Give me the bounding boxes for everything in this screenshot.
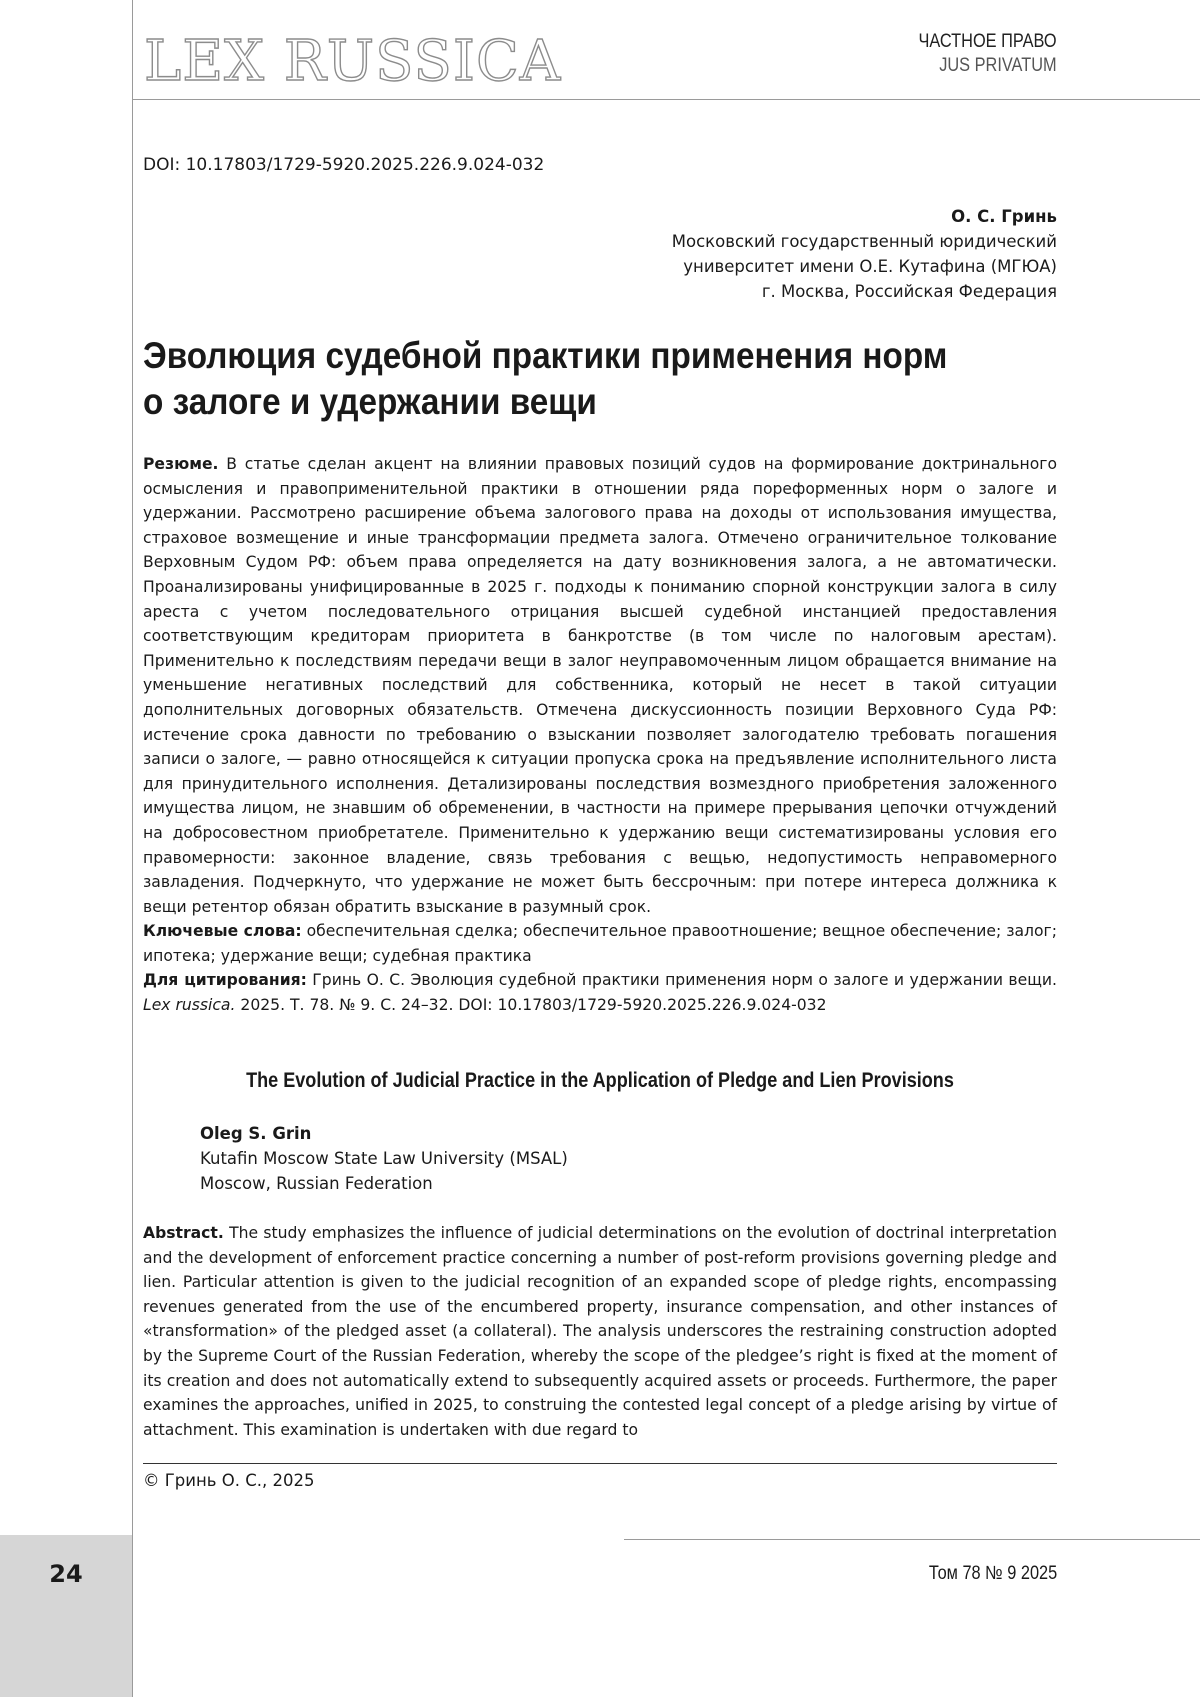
volume-info: Том 78 № 9 2025 (928, 1563, 1057, 1584)
author-location-ru: г. Москва, Российская Федерация (761, 282, 1057, 301)
doi: DOI: 10.17803/1729-5920.2025.226.9.024-032 (143, 155, 545, 175)
author-name-en: Oleg S. Grin (200, 1124, 312, 1143)
citation-text-before: Гринь О. С. Эволюция судебной практики применения норм о залоге и удержании вещи. (312, 971, 1057, 990)
section-rubric (896, 31, 1057, 77)
page-number: 24 (49, 1560, 83, 1588)
title-line-1: Эволюция судебной практики применения норм (143, 335, 948, 376)
margin-divider (132, 0, 133, 1697)
left-margin (0, 0, 132, 1697)
citation-paragraph (143, 968, 1057, 1017)
affiliation-line-2: университет имени О.Е. Кутафина (МГЮА) (683, 257, 1057, 276)
title-line-2: о залоге и удержании вещи (143, 381, 597, 422)
article-title-en: The Evolution of Judicial Practice in the Application of Pledge and Lien Provisions (246, 1069, 954, 1092)
summary-text: В статье сделан акцент на влиянии правовых позиций судов на формирование доктринального осмысления и правоприменительной практики в отношении ряда пореформенных норм о залоге и удержании. Рассмотрено расширение объема залогового права на доходы от использования имущества, страховое возмещение и иные трансформации предмета залога. Отмечено ограничительное толкование Верховным Судом РФ: объем права определяется на дату возникновения залога, а не автоматически. Проанализированы унифицированные в 2025 г. подходы к пониманию спорной конструкции залога в силу ареста с учетом последовательного отрицания высшей судебной инстанцией предоставления соответствующим кредиторам приоритета в банкротстве (в том числе по налоговым арестам). Применительно к последствиям передачи вещи в залог неуправомоченным лицом обращается внимание на уменьшение негативных последствий для собственника, который не несет в такой ситуации дополнительных договорных обязательств. Отмечена дискуссионность позиции Верховного Суда РФ: истечение срока давности по требованию о взыскании позволяет залогодателю требовать погашения записи о залоге, — равно относящейся к ситуации пропуска срока на предъявление исполнительного листа для принудительного исполнения. Детализированы последствия возмездного приобретения заложенного имущества лицом, не знавшим об обременении, в частности на примере прерывания цепочки отчуждений на добросовестном приобретателе. Применительно к удержанию вещи систематизированы условия его правомерности: законное владение, связь требования с вещью, недопустимость неправомерного завладения. Подчеркнуто, что удержание не может быть бессрочным: при потере интереса должника к вещи ретентор обязан обратить взыскание в разумный срок. (143, 455, 1057, 916)
citation-text-after: 2025. Т. 78. № 9. С. 24–32. DOI: 10.17803/1729-5920.2025.226.9.024-032 (240, 996, 827, 1015)
summary-paragraph (143, 452, 1057, 919)
copyright: © Гринь О. С., 2025 (143, 1471, 315, 1490)
abstract-en-text: The study emphasizes the influence of judicial determinations on the evolution of doctrinal interpretation and the development of enforcement practice concerning a number of post-reform provisions governing pledge and lien. Particular attention is given to the judicial recognition of an expanded scope of pledge rights, encompassing revenues generated from the use of the encumbered property, insurance compensation, and other instances of «transformation» of the pledged asset (a collateral). The analysis underscores the restraining construction adopted by the Supreme Court of the Russian Federation, whereby the scope of the pledgee’s right is fixed at the moment of its creation and does not automatically extend to subsequently acquired assets or proceeds. Furthermore, the paper examines the approaches, unified in 2025, to construing the contested legal concept of a pledge arising by virtue of attachment. This examination is undertaken with due regard to (143, 1224, 1057, 1439)
abstract-en-label: Abstract. (143, 1224, 224, 1242)
abstract-ru (143, 452, 1057, 1018)
summary-label: Резюме. (143, 455, 219, 473)
author-info-en (200, 1121, 568, 1196)
abstract-en (143, 1221, 1057, 1442)
author-location-en: Moscow, Russian Federation (200, 1174, 433, 1193)
header-divider (133, 99, 1200, 100)
rubric-ru: ЧАСТНОЕ ПРАВО (918, 31, 1057, 52)
citation-label: Для цитирования: (143, 971, 307, 990)
keywords-label: Ключевые слова: (143, 922, 302, 941)
copyright-divider (143, 1463, 1057, 1464)
article-title-ru (143, 333, 1043, 425)
affiliation-en: Kutafin Moscow State Law University (MSAL) (200, 1149, 568, 1168)
affiliation-line-1: Московский государственный юридический (671, 232, 1057, 251)
rubric-latin: JUS PRIVATUM (939, 55, 1057, 76)
author-name-ru: О. С. Гринь (951, 207, 1057, 226)
footer-divider (624, 1539, 1200, 1540)
keywords-paragraph (143, 919, 1057, 968)
citation-journal: Lex russica. (143, 996, 236, 1015)
keywords-text: обеспечительная сделка; обеспечительное правоотношение; вещное обеспечение; залог; ипотека; удержание вещи; судебная практика (143, 922, 1057, 965)
journal-logo: LEX RUSSICA (144, 29, 562, 94)
author-info-ru (672, 204, 1057, 304)
